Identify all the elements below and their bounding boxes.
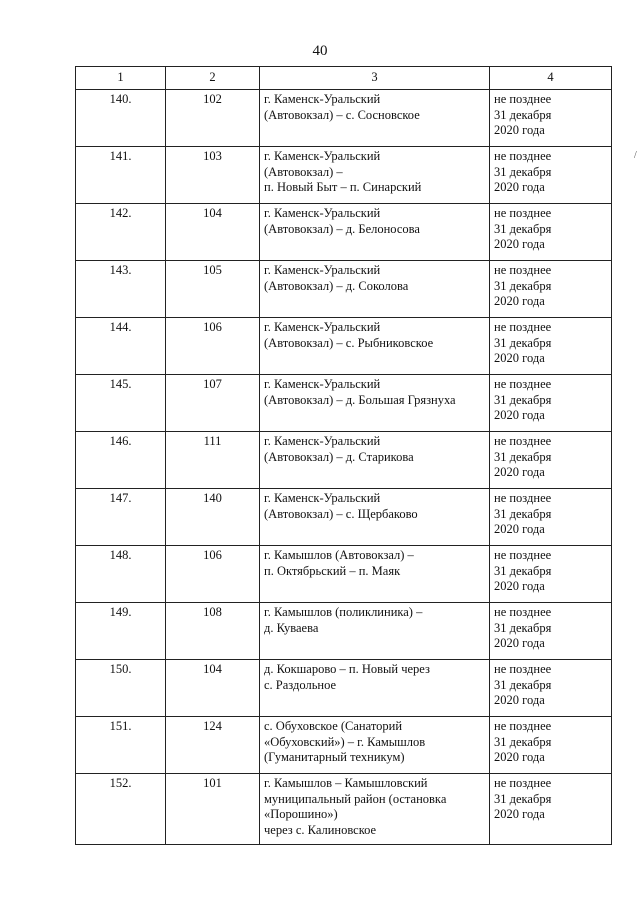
deadline-line: 2020 года	[494, 579, 545, 593]
route-description-line: д. Кокшарово – п. Новый через	[264, 662, 430, 676]
deadline-line: 2020 года	[494, 636, 545, 650]
table-row	[76, 147, 612, 204]
routes-table	[75, 66, 612, 845]
route-number-cell: 101	[166, 774, 260, 845]
deadline-cell	[490, 147, 612, 204]
column-header-4: 4	[490, 67, 612, 90]
deadline-line: не позднее	[494, 320, 552, 334]
deadline-line: 2020 года	[494, 408, 545, 422]
deadline-line: 2020 года	[494, 807, 545, 821]
deadline-line: 31 декабря	[494, 449, 552, 464]
route-description-line: с. Обуховское (Санаторий	[264, 719, 403, 733]
deadline-line: 2020 года	[494, 351, 545, 365]
deadline-cell	[490, 489, 612, 546]
deadline-line: не позднее	[494, 776, 552, 790]
deadline-line: 31 декабря	[494, 620, 552, 635]
route-description-line: г. Камышлов (поликлиника) –	[264, 605, 423, 619]
route-description-line: «Обуховский») – г. Камышлов	[264, 734, 426, 749]
route-number-cell: 102	[166, 90, 260, 147]
deadline-line: 2020 года	[494, 465, 545, 479]
row-number-cell: 151.	[76, 717, 166, 774]
route-number-cell: 105	[166, 261, 260, 318]
route-description-line: г. Камышлов (Автовокзал) –	[264, 548, 414, 562]
route-description-cell	[260, 375, 490, 432]
route-description-line: п. Новый Быт – п. Синарский	[264, 180, 422, 194]
route-number-cell: 107	[166, 375, 260, 432]
row-number-cell: 150.	[76, 660, 166, 717]
route-description-line: г. Каменск-Уральский	[264, 263, 381, 277]
table-row	[76, 204, 612, 261]
route-description-cell	[260, 660, 490, 717]
route-number-cell: 106	[166, 546, 260, 603]
route-description-line: г. Каменск-Уральский	[264, 377, 381, 391]
route-description-line: (Автовокзал) – д. Большая Грязнуха	[264, 392, 456, 407]
route-description-cell	[260, 489, 490, 546]
deadline-line: не позднее	[494, 206, 552, 220]
deadline-line: не позднее	[494, 377, 552, 391]
row-number-cell: 141.	[76, 147, 166, 204]
table-row	[76, 432, 612, 489]
route-description-line: г. Камышлов – Камышловский	[264, 776, 428, 790]
margin-mark: /	[634, 150, 637, 161]
table-row	[76, 603, 612, 660]
column-header-2: 2	[166, 67, 260, 90]
route-description-cell	[260, 318, 490, 375]
table-row	[76, 489, 612, 546]
deadline-cell	[490, 774, 612, 845]
route-number-cell: 124	[166, 717, 260, 774]
route-description-line: (Автовокзал) – д. Белоносова	[264, 221, 420, 236]
deadline-line: 31 декабря	[494, 677, 552, 692]
route-description-cell	[260, 90, 490, 147]
row-number-cell: 146.	[76, 432, 166, 489]
deadline-cell	[490, 717, 612, 774]
route-description-line: (Гуманитарный техникум)	[264, 750, 405, 764]
deadline-line: 31 декабря	[494, 335, 552, 350]
table-row	[76, 318, 612, 375]
deadline-line: не позднее	[494, 662, 552, 676]
deadline-line: не позднее	[494, 149, 552, 163]
route-description-line: г. Каменск-Уральский	[264, 320, 381, 334]
deadline-line: не позднее	[494, 719, 552, 733]
route-description-line: (Автовокзал) – д. Старикова	[264, 449, 414, 464]
route-description-line: муниципальный район (остановка	[264, 791, 447, 806]
table-row	[76, 660, 612, 717]
route-description-line: (Автовокзал) – с. Щербаково	[264, 506, 418, 521]
deadline-line: 2020 года	[494, 522, 545, 536]
route-description-line: г. Каменск-Уральский	[264, 206, 381, 220]
route-number-cell: 103	[166, 147, 260, 204]
deadline-line: 31 декабря	[494, 278, 552, 293]
table-header-row	[76, 67, 612, 90]
route-description-line: (Автовокзал) – с. Рыбниковское	[264, 335, 434, 350]
deadline-line: 2020 года	[494, 750, 545, 764]
route-description-cell	[260, 717, 490, 774]
deadline-cell	[490, 90, 612, 147]
route-description-cell	[260, 603, 490, 660]
column-header-3: 3	[260, 67, 490, 90]
row-number-cell: 152.	[76, 774, 166, 845]
route-description-line: (Автовокзал) – д. Соколова	[264, 278, 409, 293]
deadline-cell	[490, 660, 612, 717]
route-description-line: с. Раздольное	[264, 677, 337, 692]
deadline-cell	[490, 204, 612, 261]
deadline-line: 31 декабря	[494, 221, 552, 236]
deadline-line: 31 декабря	[494, 734, 552, 749]
route-number-cell: 104	[166, 204, 260, 261]
column-header-1: 1	[76, 67, 166, 90]
deadline-cell	[490, 261, 612, 318]
deadline-cell	[490, 318, 612, 375]
deadline-line: не позднее	[494, 548, 552, 562]
deadline-line: 31 декабря	[494, 107, 552, 122]
table-row	[76, 375, 612, 432]
deadline-line: не позднее	[494, 491, 552, 505]
table-row	[76, 90, 612, 147]
row-number-cell: 145.	[76, 375, 166, 432]
route-description-line: г. Каменск-Уральский	[264, 92, 381, 106]
route-description-line: через с. Калиновское	[264, 822, 377, 837]
table-row	[76, 546, 612, 603]
row-number-cell: 143.	[76, 261, 166, 318]
route-number-cell: 140	[166, 489, 260, 546]
route-number-cell: 104	[166, 660, 260, 717]
route-description-line: г. Каменск-Уральский	[264, 491, 381, 505]
deadline-line: 31 декабря	[494, 791, 552, 806]
deadline-cell	[490, 375, 612, 432]
deadline-line: не позднее	[494, 434, 552, 448]
row-number-cell: 142.	[76, 204, 166, 261]
route-description-cell	[260, 204, 490, 261]
deadline-cell	[490, 603, 612, 660]
table-body	[76, 90, 612, 845]
route-description-line: (Автовокзал) – с. Сосновское	[264, 107, 420, 122]
deadline-line: 31 декабря	[494, 563, 552, 578]
table-row	[76, 261, 612, 318]
row-number-cell: 144.	[76, 318, 166, 375]
deadline-line: 31 декабря	[494, 506, 552, 521]
deadline-line: 2020 года	[494, 693, 545, 707]
route-description-cell	[260, 774, 490, 845]
route-description-line: «Порошино»)	[264, 807, 338, 821]
table-row	[76, 774, 612, 845]
route-description-line: г. Каменск-Уральский	[264, 149, 381, 163]
row-number-cell: 148.	[76, 546, 166, 603]
route-description-cell	[260, 261, 490, 318]
route-description-line: д. Куваева	[264, 620, 319, 635]
route-description-line: (Автовокзал) –	[264, 164, 343, 179]
row-number-cell: 140.	[76, 90, 166, 147]
table-row	[76, 717, 612, 774]
deadline-line: не позднее	[494, 263, 552, 277]
route-description-cell	[260, 147, 490, 204]
deadline-line: 31 декабря	[494, 392, 552, 407]
route-number-cell: 111	[166, 432, 260, 489]
route-description-cell	[260, 432, 490, 489]
page-number: 40	[312, 43, 328, 59]
deadline-line: не позднее	[494, 605, 552, 619]
deadline-line: 2020 года	[494, 180, 545, 194]
row-number-cell: 147.	[76, 489, 166, 546]
deadline-cell	[490, 546, 612, 603]
route-number-cell: 108	[166, 603, 260, 660]
row-number-cell: 149.	[76, 603, 166, 660]
deadline-line: не позднее	[494, 92, 552, 106]
route-description-line: г. Каменск-Уральский	[264, 434, 381, 448]
deadline-line: 2020 года	[494, 123, 545, 137]
route-description-cell	[260, 546, 490, 603]
route-number-cell: 106	[166, 318, 260, 375]
deadline-line: 2020 года	[494, 294, 545, 308]
deadline-line: 31 декабря	[494, 164, 552, 179]
deadline-cell	[490, 432, 612, 489]
route-description-line: п. Октябрьский – п. Маяк	[264, 563, 401, 578]
deadline-line: 2020 года	[494, 237, 545, 251]
